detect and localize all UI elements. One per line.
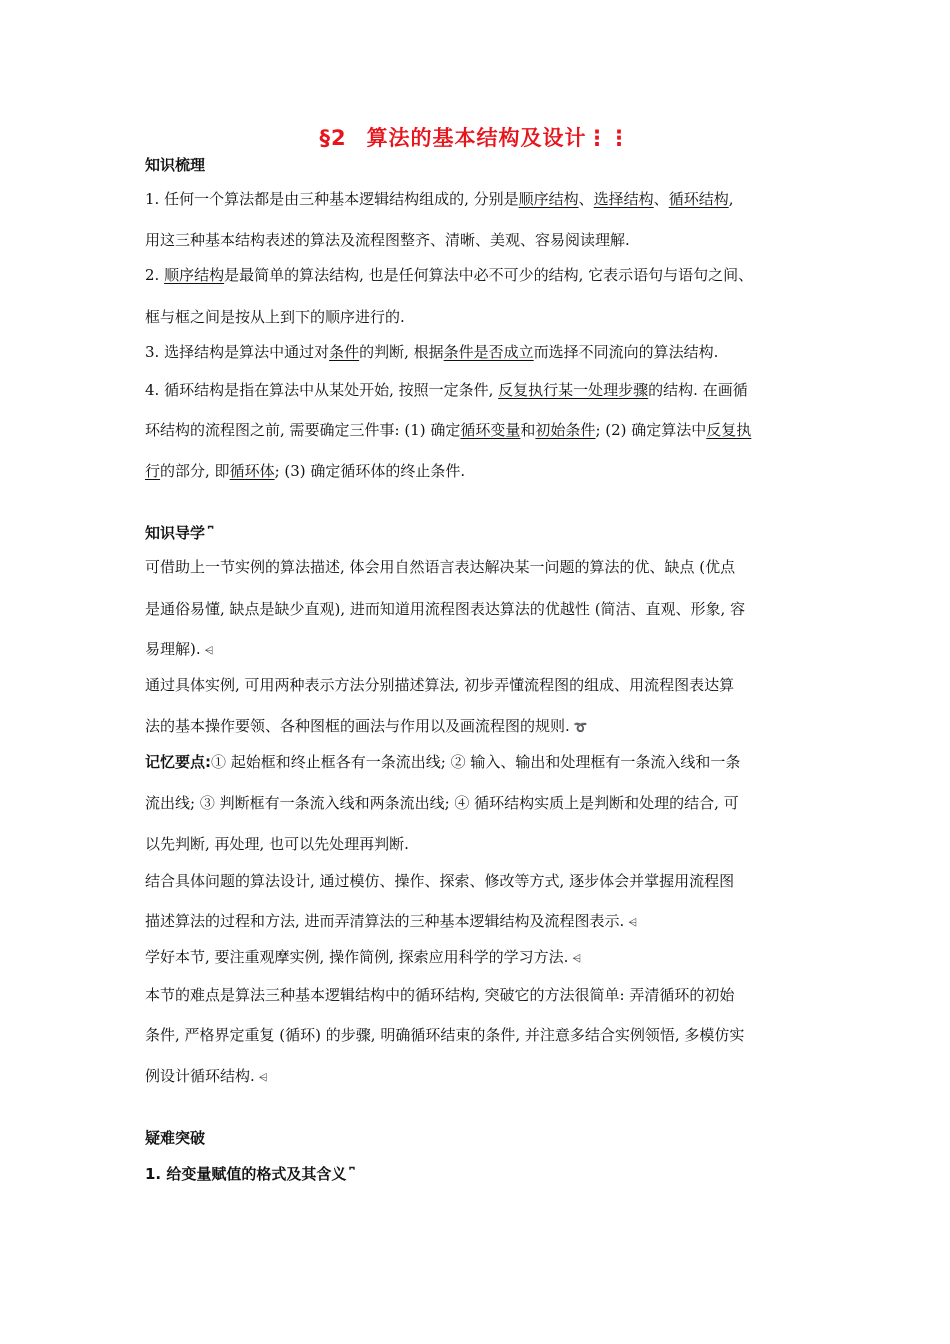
bracket-mark-icon: ⎴ [349,1168,355,1183]
underlined-term: 条件 [329,343,360,361]
summary-p4-line3: 行的部分, 即循环体; (3) 确定循环体的终止条件. [145,462,466,480]
heading-knowledge-guide: 知识导学 ⎴ [145,524,214,542]
underlined-term: 初始条件 [535,421,596,439]
summary-p3-line1: 3. 选择结构是算法中通过对条件的判断, 根据条件是否成立而选择不同流向的算法结构. [145,343,719,361]
margin-mark-icon: ⩤ [258,1071,268,1084]
summary-p1-line2: 用这三种基本结构表述的算法及流程图整齐、清晰、美观、容易阅读理解. [145,231,630,249]
margin-mark-icon: ⩤ [572,952,582,965]
guide-p3-line2: 流出线; ③ 判断框有一条流入线和两条流出线; ④ 循环结构实质上是判断和处理的结合, 可 [145,794,739,812]
guide-p5-line1: 学好本节, 要注重观摩实例, 操作简例, 探索应用科学的学习方法. ⩤ [145,948,582,966]
title-trailing-mark: ⋮⋮ [586,126,631,150]
underlined-term: 循环结构 [668,190,729,208]
underlined-term: 反复执行某一处理步骤 [498,381,649,399]
guide-p3-line1: 记忆要点:① 起始框和终止框各有一条流出线; ② 输入、输出和处理框有一条流入线和一条 [145,753,741,771]
margin-mark-icon: ⩤ [204,644,214,657]
guide-p4-line2: 描述算法的过程和方法, 进而弄清算法的三种基本逻辑结构及流程图表示. ⩤ [145,912,638,930]
page-title [0,122,950,152]
memory-points-label: 记忆要点: [145,753,211,771]
guide-p3-line3: 以先判断, 再处理, 也可以先处理再判断. [145,835,409,853]
difficulties-subheading-1: 1. 给变量赋值的格式及其含义 ⎴ [145,1165,355,1183]
underlined-term: 循环体 [229,462,275,480]
summary-p1-line1: 1. 任何一个算法都是由三种基本逻辑结构组成的, 分别是顺序结构、选择结构、循环结构, [145,190,734,208]
underlined-term: 选择结构 [593,190,654,208]
underlined-term: 条件是否成立 [443,343,534,361]
underlined-term: 反复执 [706,421,752,439]
title-text: 算法的基本结构及设计 [366,126,587,150]
guide-p6-line2: 条件, 严格界定重复 (循环) 的步骤, 明确循环结束的条件, 并注意多结合实例领悟, 多模仿实 [145,1026,745,1044]
guide-p1-line3: 易理解). ⩤ [145,640,214,658]
underlined-term: 行 [145,462,161,480]
guide-p1-line2: 是通俗易懂, 缺点是缺少直观), 进而知道用流程图表达算法的优越性 (简洁、直观、形象, 容 [145,600,746,618]
margin-mark-icon: ⩤ [628,916,638,929]
guide-p6-line3: 例设计循环结构. ⩤ [145,1067,268,1085]
underlined-term: 顺序结构 [518,190,579,208]
margin-mark-icon: ➰ [573,721,588,734]
underlined-term: 循环变量 [460,421,521,439]
heading-difficulties: 疑难突破 [145,1129,206,1147]
bracket-mark-icon: ⎴ [208,527,214,542]
heading-knowledge-summary: 知识梳理 [145,156,206,174]
summary-p4-line1: 4. 循环结构是指在算法中从某处开始, 按照一定条件, 反复执行某一处理步骤的结构. 在画循 [145,381,748,399]
guide-p2-line2: 法的基本操作要领、各种图框的画法与作用以及画流程图的规则. ➰ [145,717,588,735]
guide-p6-line1: 本节的难点是算法三种基本逻辑结构中的循环结构, 突破它的方法很简单: 弄清循环的初始 [145,986,735,1004]
guide-p2-line1: 通过具体实例, 可用两种表示方法分别描述算法, 初步弄懂流程图的组成、用流程图表达算 [145,676,735,694]
summary-p2-line1: 2. 顺序结构是最简单的算法结构, 也是任何算法中必不可少的结构, 它表示语句与语句之间、 [145,266,754,284]
guide-p4-line1: 结合具体问题的算法设计, 通过模仿、操作、探索、修改等方式, 逐步体会并掌握用流程图 [145,872,735,890]
section-number: §2 [319,126,347,150]
summary-p4-line2: 环结构的流程图之前, 需要确定三件事: (1) 确定循环变量和初始条件; (2) 确定算法中反复执 [145,421,752,439]
underlined-term: 顺序结构 [164,266,225,284]
guide-p1-line1: 可借助上一节实例的算法描述, 体会用自然语言表达解决某一问题的算法的优、缺点 (优点 [145,558,736,576]
summary-p2-line2: 框与框之间是按从上到下的顺序进行的. [145,308,405,326]
